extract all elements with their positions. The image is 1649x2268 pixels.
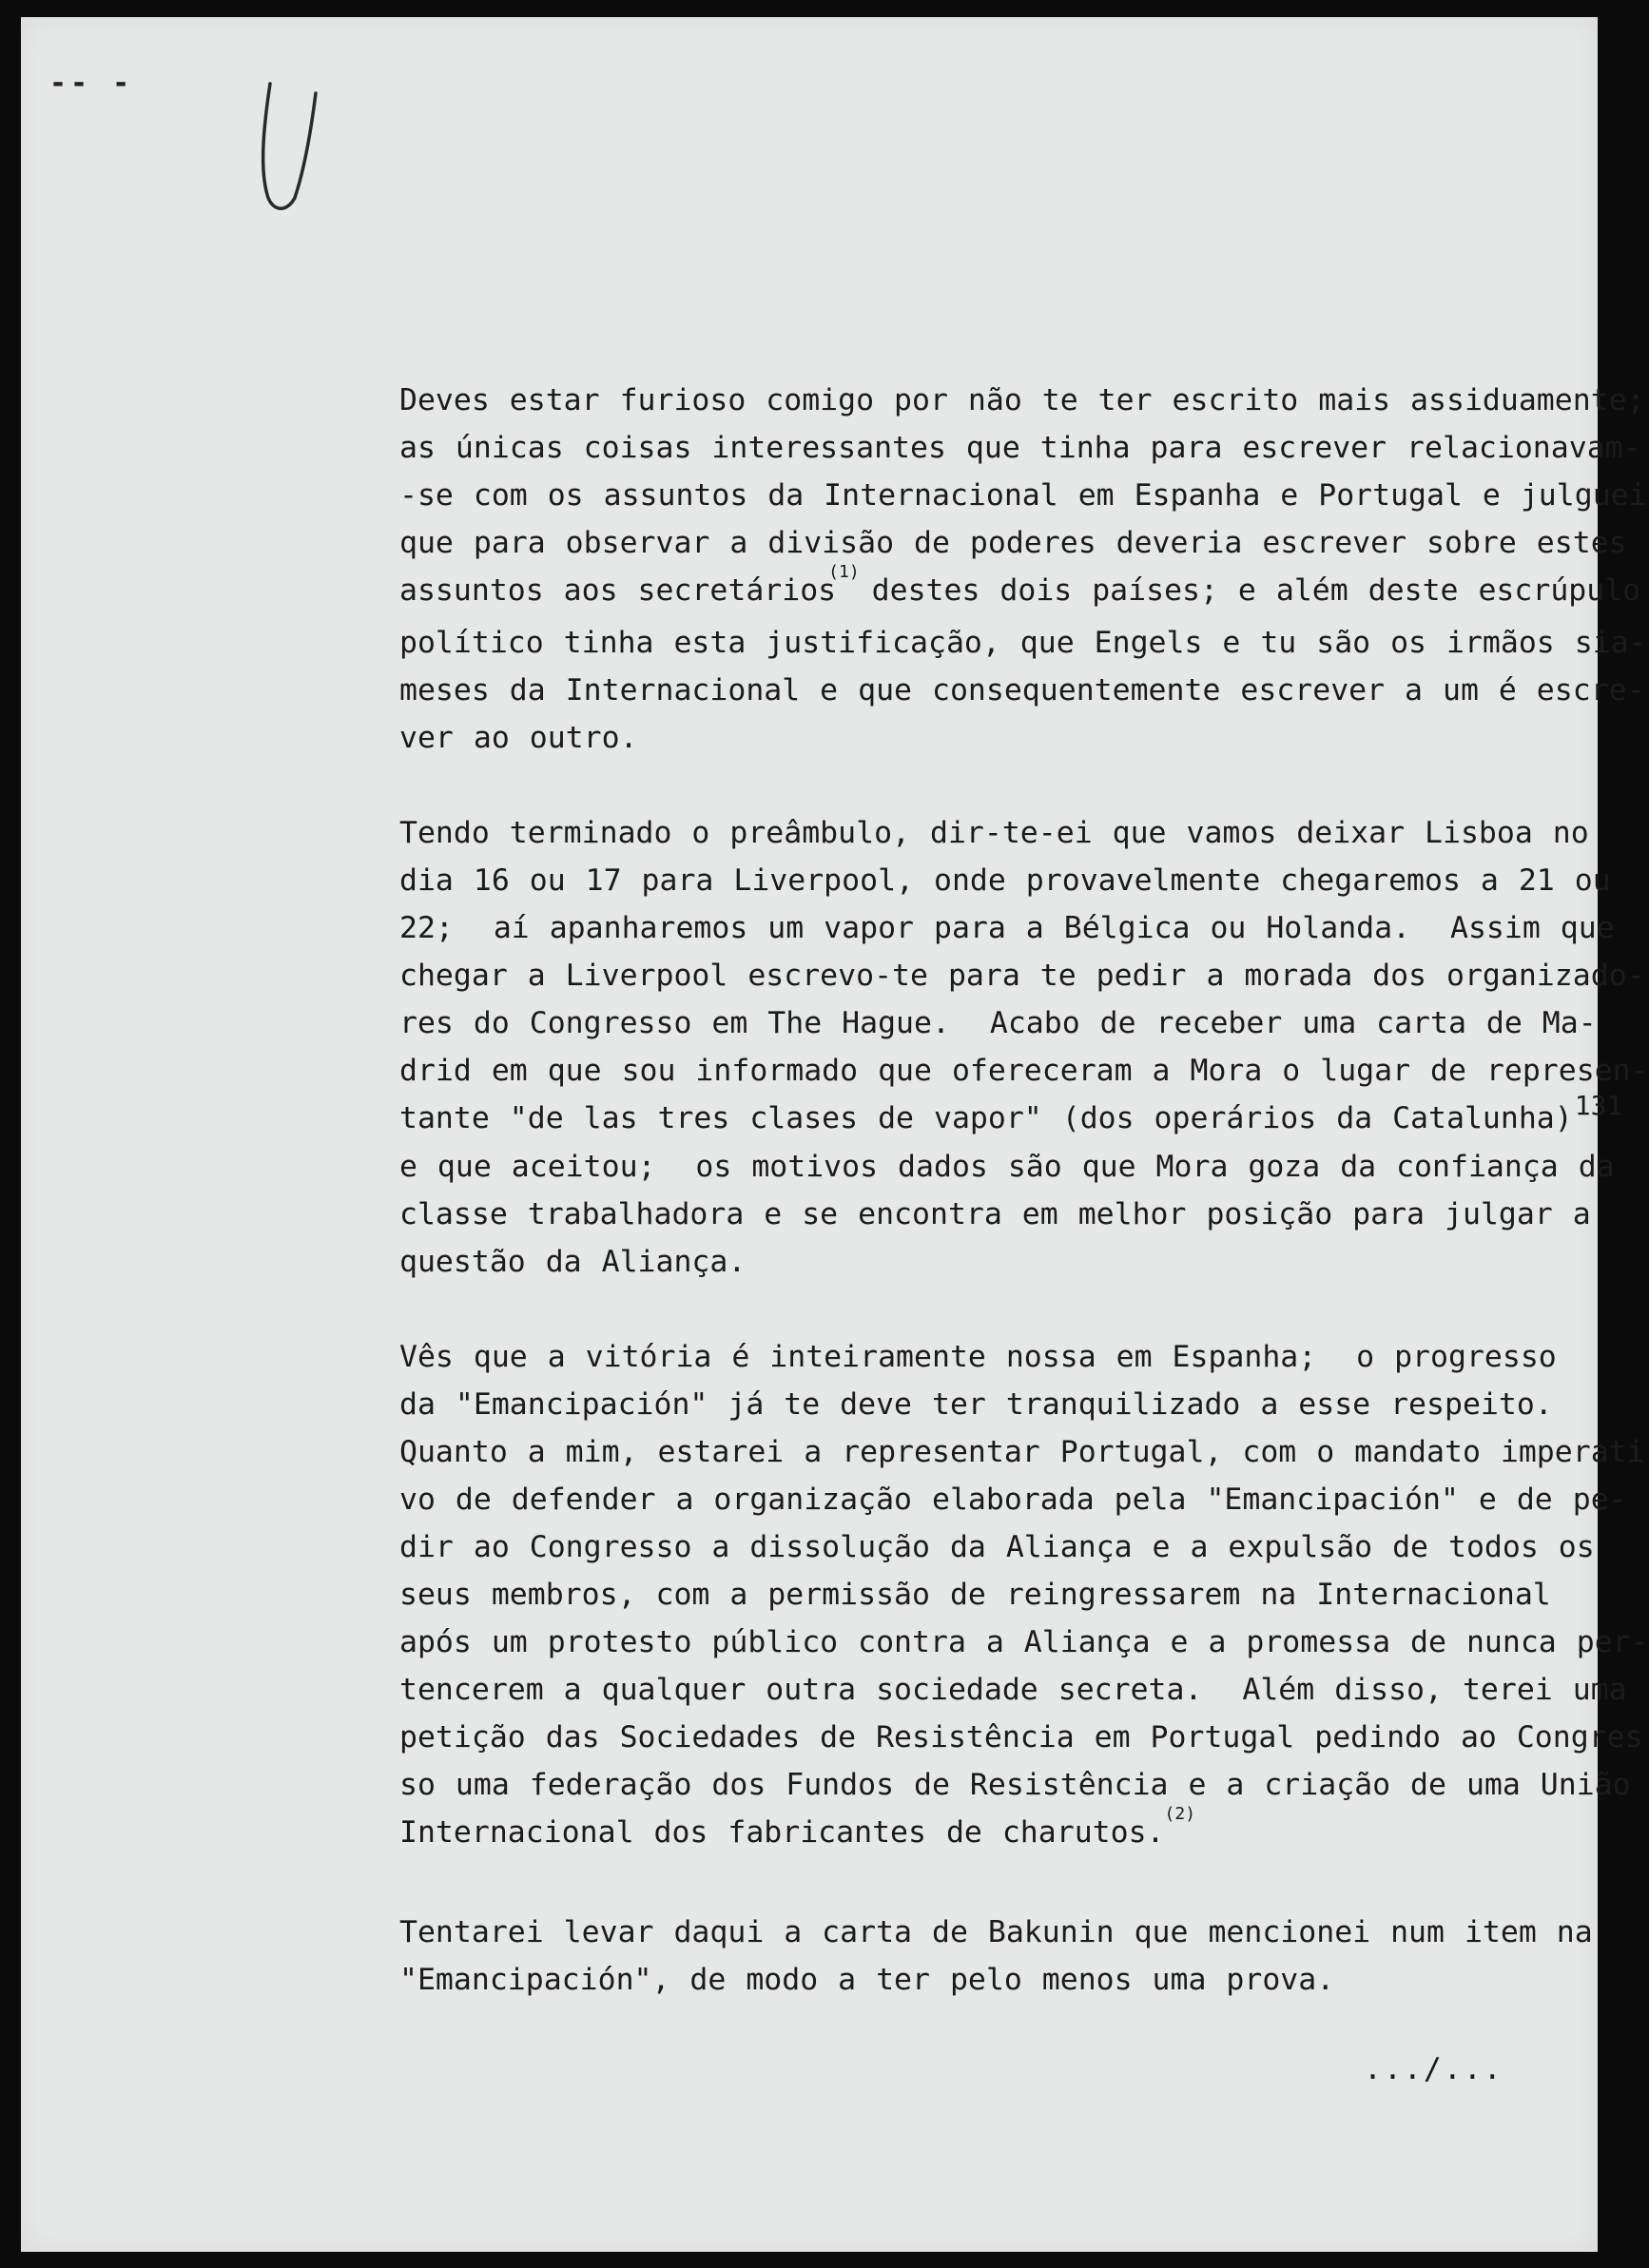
- header-mark: -- -: [49, 67, 134, 100]
- text-line: drid em que sou informado que ofereceram a Mora o lugar de represen-: [399, 1054, 1649, 1088]
- text-line: classe trabalhadora e se encontra em melhor posição para julgar a: [399, 1197, 1591, 1231]
- paragraph-1: [399, 377, 1647, 762]
- text-line: Vês que a vitória é inteiramente nossa em Espanha; o progresso: [399, 1340, 1557, 1374]
- text-line: -se com os assuntos da Internacional em Espanha e Portugal e julguei: [399, 478, 1647, 513]
- text-line: ver ao outro.: [399, 721, 638, 755]
- text-line: Tentarei levar daqui a carta de Bakunin que mencionei num item na: [399, 1915, 1593, 1949]
- text-line: meses da Internacional e que consequentemente escrever a um é escre-: [399, 673, 1645, 708]
- footnote-marker-1: (1): [828, 562, 860, 582]
- text-line: res do Congresso em The Hague. Acabo de receber uma carta de Ma-: [399, 1006, 1597, 1040]
- text-line: seus membros, com a permissão de reingressarem na Internacional: [399, 1578, 1551, 1612]
- text-line: questão da Aliança.: [399, 1245, 747, 1279]
- text-line: "Emancipación", de modo a ter pelo menos uma prova.: [399, 1963, 1335, 1997]
- text-line: Quanto a mim, estarei a representar Portugal, com o mandato imperati: [399, 1435, 1645, 1469]
- text-line: político tinha esta justificação, que Engels e tu são os irmãos sia-: [399, 626, 1647, 660]
- text-line: da "Emancipación" já te deve ter tranquilizado a esse respeito.: [399, 1387, 1553, 1422]
- text-line: que para observar a divisão de poderes deveria escrever sobre estes: [399, 526, 1627, 560]
- text-line-with-margin-number: tante "de las tres clases de vapor" (dos operários da Catalunha)131: [399, 1090, 1623, 1135]
- text-line: chegar a Liverpool escrevo-te para te pedir a morada dos organizado-: [399, 959, 1645, 993]
- text-line: petição das Sociedades de Resistência em Portugal pedindo ao Congres: [399, 1720, 1643, 1754]
- letter-body: [399, 377, 1649, 2004]
- margin-number: 131: [1574, 1090, 1623, 1121]
- paragraph-3: [399, 1333, 1649, 1861]
- text-line: vo de defender a organização elaborada pela "Emancipación" e de pe-: [399, 1483, 1627, 1517]
- text-line: Deves estar furioso comigo por não te ter escrito mais assiduamente;: [399, 383, 1645, 417]
- text-line: e que aceitou; os motivos dados são que Mora goza da confiança da: [399, 1150, 1615, 1184]
- text-line: 22; aí apanharemos um vapor para a Bélgica ou Holanda. Assim que: [399, 911, 1615, 945]
- handwritten-mark-icon: [240, 55, 354, 226]
- text-line-with-footnote: assuntos aos secretários$^{(1)}$ destes dois países; e além deste escrúpulo: [399, 562, 1641, 608]
- paragraph-2: [399, 809, 1649, 1286]
- text-line: dia 16 ou 17 para Liverpool, onde provavelmente chegaremos a 21 ou: [399, 863, 1611, 898]
- text-line: as únicas coisas interessantes que tinha para escrever relacionavam-: [399, 431, 1641, 465]
- footnote-marker-2: (2): [1164, 1804, 1196, 1824]
- text-line: so uma federação dos Fundos de Resistência e a criação de uma União: [399, 1768, 1631, 1802]
- text-line: dir ao Congresso a dissolução da Aliança e a expulsão de todos os: [399, 1530, 1595, 1564]
- page-continuation: .../...: [1364, 2052, 1504, 2086]
- paragraph-4: [399, 1909, 1593, 2004]
- document-page: [21, 17, 1649, 2252]
- text-line-with-footnote: Internacional dos fabricantes de charutos.$^{(2)}$: [399, 1804, 1196, 1850]
- text-line: tencerem a qualquer outra sociedade secreta. Além disso, terei uma: [399, 1673, 1627, 1707]
- text-line: Tendo terminado o preâmbulo, dir-te-ei que vamos deixar Lisboa no: [399, 816, 1589, 850]
- text-line: após um protesto público contra a Aliança e a promessa de nunca per-: [399, 1625, 1649, 1659]
